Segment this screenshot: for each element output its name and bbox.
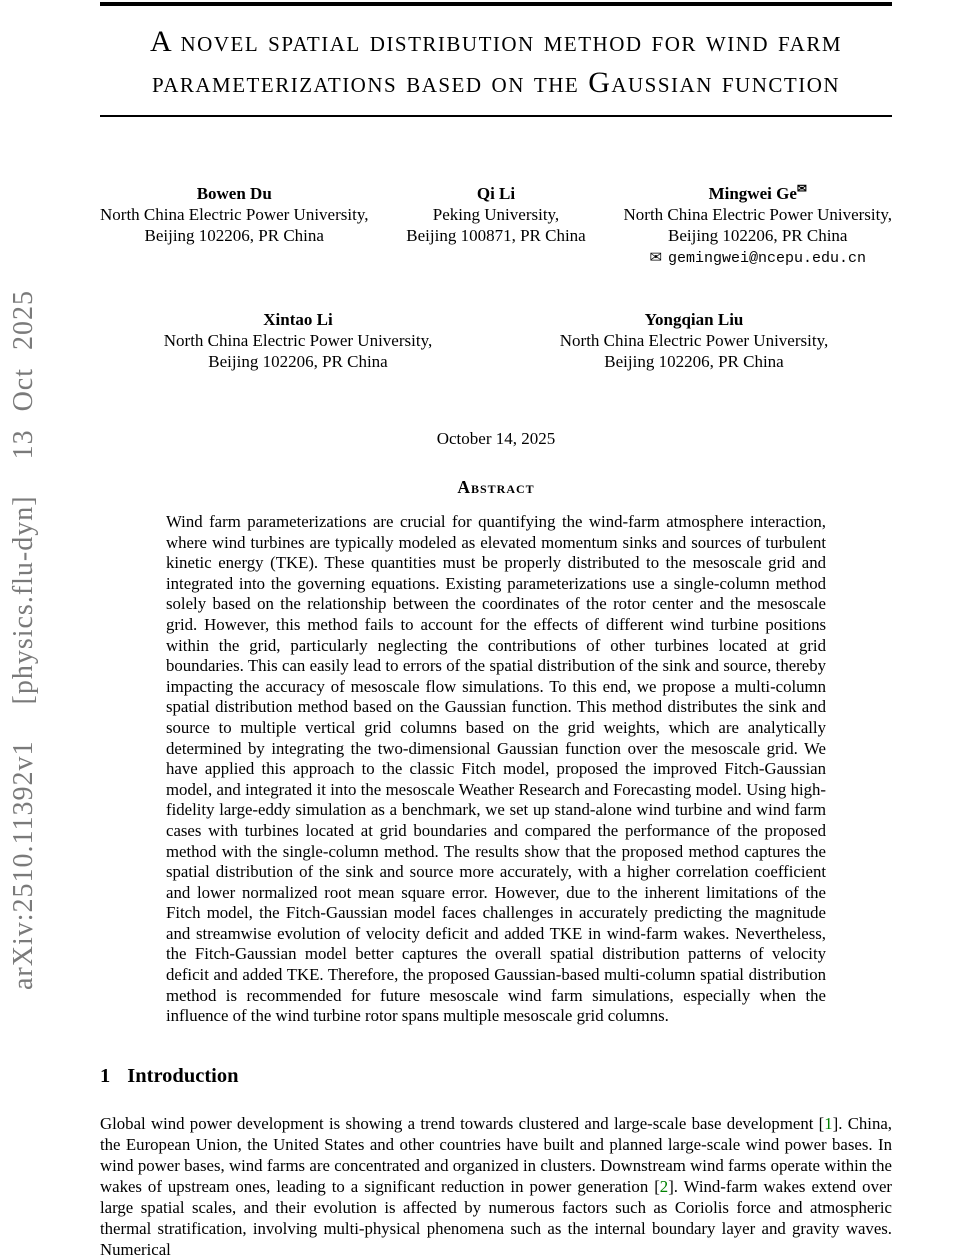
author-affiliation-2: Beijing 102206, PR China — [208, 352, 388, 371]
author-block — [368, 183, 623, 269]
author-affiliation-2: Beijing 102206, PR China — [604, 352, 784, 371]
top-rule — [100, 2, 892, 6]
intro-text-1: Global wind power development is showing a trend towards clustered and large-scale base development [ — [100, 1113, 825, 1133]
author-email-line[interactable] — [624, 247, 892, 269]
authors-row-2 — [100, 309, 892, 372]
section-1-heading — [100, 1063, 892, 1089]
citation-link-2[interactable]: 2 — [659, 1176, 669, 1196]
author-name-text: Mingwei Ge — [708, 184, 797, 203]
author-affiliation-1: Peking University, — [432, 205, 560, 224]
intro-paragraph — [100, 1113, 892, 1260]
section-number: 1 — [100, 1064, 111, 1087]
author-affiliation-1: North China Electric Power University, — [559, 331, 829, 350]
author-name: Bowen Du — [196, 184, 272, 203]
author-block — [496, 309, 892, 372]
author-email[interactable]: gemingwei@ncepu.edu.cn — [668, 250, 867, 267]
author-name: Yongqian Liu — [644, 310, 744, 329]
paper-date: October 14, 2025 — [436, 429, 556, 448]
authors-row-1 — [100, 183, 892, 269]
abstract-text: Wind farm parameterizations are crucial for quantifying the wind-farm atmosphere interaction, where wind turbines are typically modeled as elevated momentum sinks and sources of turbulent kinetic energy (TKE). These quantities must be properly distributed to the mesoscale grid and integrated into the governing equations. Existing parameterizations use a single-column method solely based on the relationship between the coordinates of the rotor center and the mesoscale grid. However, this method fails to account for the effects of different wind turbine positions within the grid, particularly neglecting the contributions of other turbines located at grid boundaries. This can easily lead to errors of the spatial distribution of the sink and source, thereby impacting the accuracy of mesoscale flow simulations. To this end, we propose a multi-column spatial distribution method based on the Gaussian function. This method distributes the sink and source to multiple vertical grid columns based on the grid weights, which are analytically determined by integrating the two-dimensional Gaussian function over the mesoscale grid. We have applied this approach to the classic Fitch model, proposed the improved Fitch-Gaussian model, and integrated it into the mesoscale Weather Research and Forecasting model. Using high-fidelity large-eddy simulation as a benchmark, we set up stand-alone wind turbine and wind farm cases with turbines located at grid boundaries and compared the performance of the proposed method with the single-column method. The results show that the proposed method captures the spatial distribution of the sink and source more accurately, with a higher correlation coefficient and lower normalized root mean square error. However, due to the inherent limitations of the Fitch model, the Fitch-Gaussian model faces challenges in accurately predicting the magnitude and streamwise evolution of velocity deficit and added TKE in wind-farm wakes. Nevertheless, the Fitch-Gaussian model better captures the overall spatial distribution patterns of velocity deficit and added TKE. Therefore, the proposed Gaussian-based multi-column spatial distribution method is recommended for future mesoscale wind farm simulations, especially when the influence of the wind turbine rotor spans multiple mesoscale grid columns. — [166, 512, 826, 1026]
author-block — [100, 309, 496, 372]
author-affiliation-1: North China Electric Power University, — [163, 331, 433, 350]
author-affiliation-2: Beijing 102206, PR China — [668, 226, 848, 245]
title-rule — [100, 115, 892, 117]
citation-link-1[interactable]: 1 — [824, 1113, 833, 1133]
author-affiliation-2: Beijing 102206, PR China — [144, 226, 324, 245]
author-name — [624, 183, 892, 204]
page-content — [100, 0, 892, 1260]
intro-text-3: ]. Wind-farm wakes extend over large spatial scales, and their evolution is affected by numerous factors such as Coriolis force and atmospheric thermal stratification, involving multi-physical phenomena such as the internal boundary layer and gravity waves. Numerical — [100, 1176, 892, 1259]
intro-text-2: ]. China, the European Union, the United States and other countries have built and planned large-scale wind power bases. In wind power bases, wind farms are concentrated and organized in clusters. Downstream wind farms operate within the wakes of upstream ones, leading to a significant reduction in power generation [ — [100, 1113, 892, 1196]
corresponding-author-envelope-icon: ✉ — [796, 181, 807, 196]
author-affiliation-1: North China Electric Power University, — [100, 205, 369, 224]
envelope-icon: ✉ — [649, 248, 663, 266]
author-block — [624, 183, 892, 269]
paper-title-line-1: A novel spatial distribution method for wind farm — [149, 25, 843, 58]
author-name: Xintao Li — [263, 310, 333, 329]
author-block — [100, 183, 368, 269]
author-affiliation-2: Beijing 100871, PR China — [406, 226, 586, 245]
section-title: Introduction — [127, 1064, 239, 1087]
arxiv-watermark: arXiv:2510.11392v1 [physics.flu-dyn] 13 Oct 2025 — [8, 290, 39, 990]
paper-title-line-2: parameterizations based on the Gaussian function — [151, 66, 841, 99]
paper-title — [100, 21, 892, 103]
author-affiliation-1: North China Electric Power University, — [623, 205, 892, 224]
author-name: Qi Li — [476, 184, 516, 203]
abstract-heading: Abstract — [457, 477, 535, 497]
